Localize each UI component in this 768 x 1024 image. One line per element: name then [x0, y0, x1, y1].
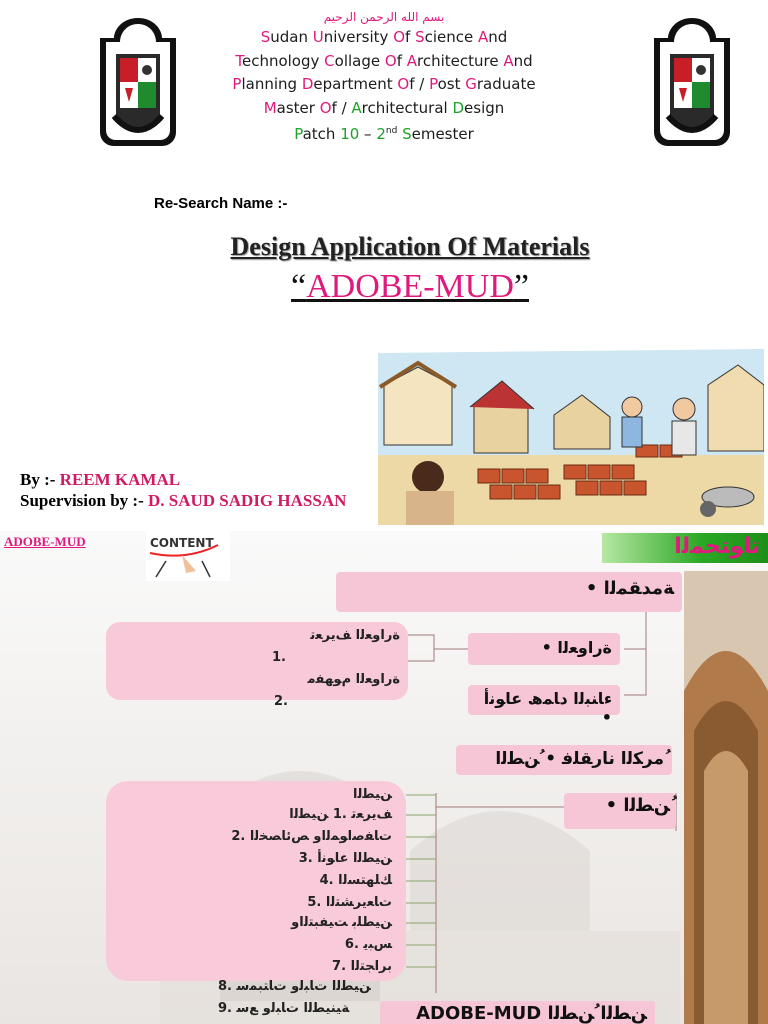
header-text: M [263, 98, 277, 117]
header-text: 2 [376, 125, 386, 143]
header-text: A [503, 51, 514, 70]
header-text: D [301, 75, 314, 93]
header-text: S [415, 28, 425, 46]
open-quote: “ [291, 268, 307, 305]
toc-item-adobe-mud-label: ADOBE-MUD ﻦﻄﻟا ُﻦﻄﻟا [416, 1003, 647, 1024]
header-text: rchitectural [361, 98, 453, 117]
header-text: P [429, 75, 438, 93]
header-text: C [324, 51, 335, 70]
header-text: atch [302, 125, 341, 143]
university-logo-left [92, 14, 184, 154]
toc-item-components[interactable] [456, 745, 672, 775]
header-line [200, 73, 568, 97]
header-text: udan [270, 28, 313, 46]
header-text: f / [409, 75, 430, 93]
bismillah-text: بسم الله الرحمن الرحيم [323, 10, 445, 24]
mud-sub-item: 7. براﺠﺘﻟا [332, 959, 392, 974]
toc-item-mud-label: ُﻦﻄﻟا • [605, 795, 670, 816]
header-text: nd [385, 126, 398, 136]
svg-text:CONTENT: CONTENT [150, 536, 214, 550]
mud-sub-item: ﻒﯾﺮﻌﺗ .1 ﻦﯿﻄﻟا [289, 807, 392, 822]
header-text: niversity [323, 28, 394, 46]
mud-sub-item: 8. ﻦﯿﻄﻟا تﺎﺒﻟو تﺎﺘﺒﻤﺳ [218, 979, 371, 994]
contents-slide [0, 531, 768, 1024]
header-line [200, 120, 568, 147]
mud-sub-item: ﻦﯿﻄﻟا [352, 787, 392, 802]
supervisor-line [20, 491, 346, 511]
toc-item-mud[interactable] [564, 793, 676, 829]
supervisor-label: Supervision by :- [20, 491, 148, 510]
mud-sub-item: 9. ﺔﯿﻨﯿﻄﻟا تﺎﺒﻟو ﻊﺳ [218, 1001, 350, 1016]
header-text: S [402, 125, 412, 143]
header-text: f [396, 51, 407, 70]
toc-item-building-types-label: ءﺎﻨﺒﻟا دﺎﻤھ عاﻮﻧأ • [483, 689, 612, 727]
header-text: ollage [334, 51, 385, 70]
supervisor-name: D. SAUD SADIG HASSAN [148, 491, 347, 510]
header-text: O [384, 51, 397, 70]
history-sub-item: ةراوﻌﻟا ﻒﯾﺮﻌﺗ [310, 628, 400, 643]
header-lines [200, 26, 568, 147]
header-text: A [406, 51, 418, 70]
header-text: O [393, 28, 405, 46]
subtitle-text: ADOBE-MUD [306, 268, 514, 305]
toc-item-introduction-label: ﺔﻣﺪﻘﻤﻟا • [585, 578, 674, 599]
header-text: aster [276, 98, 320, 117]
header-line [200, 50, 568, 74]
header-line [200, 97, 568, 121]
toc-item-components-label: ُمرﻜﻟا نارﻘﻠﻓ • ُﻦﻄﻟا [495, 749, 664, 769]
author-label: By :- [20, 470, 60, 489]
mud-sub-item: 3. ﻦﯿﻄﻟا عاﻮﻧأ [298, 851, 392, 866]
header-text: f / [331, 98, 352, 117]
toc-item-introduction[interactable] [336, 572, 682, 612]
university-header [200, 8, 568, 147]
adobe-builders-illustration [378, 345, 764, 525]
header-text: ost [437, 75, 466, 93]
mud-sub-item: 6. ﺲﺒﯾ [344, 937, 392, 952]
header-text: nd [488, 28, 508, 46]
header-text: P [232, 75, 242, 93]
research-subtitle [0, 268, 768, 306]
header-text: raduate [476, 75, 536, 93]
header-text: epartment [313, 75, 398, 93]
history-sub-number: 1. [272, 650, 286, 665]
header-text: 10 [340, 125, 360, 143]
header-text: emester [411, 125, 474, 143]
author-line [20, 470, 180, 490]
header-text: nd [513, 51, 533, 70]
mud-sub-item: 2. تﺎﻔﺻاﻮﻤﻟاو ﺺﺋﺎﺼﺨﻟا [231, 829, 392, 844]
header-text: esign [464, 98, 505, 117]
header-text: echnology [241, 51, 325, 70]
header-text: A [478, 28, 489, 46]
header-text: rchitecture [417, 51, 504, 70]
header-text: D [452, 98, 465, 117]
header-text: O [397, 75, 410, 93]
mud-sub-item: ﻦﯿﻄﻠﺑ ﺖﯿﻔﺒﺘﻟاو [291, 915, 392, 930]
header-text: cience [424, 28, 478, 46]
toc-item-adobe-mud[interactable] [380, 1001, 655, 1024]
history-sub-number: 2. [274, 694, 288, 709]
history-sublist-box [106, 622, 408, 709]
adobe-mud-tag: ADOBE-MUD [4, 534, 86, 549]
university-logo-right [646, 14, 738, 154]
toc-item-history[interactable] [468, 633, 620, 665]
mud-sub-item: 4. ﻚﻠﮭﺘﺴﻟا [319, 873, 392, 888]
history-sub-item: ةراوﻌﻟا مﻮﮭﻔﻣ [307, 672, 400, 687]
close-quote: ” [513, 268, 529, 305]
author-name: REEM KAMAL [59, 470, 181, 489]
header-text: T [235, 51, 242, 70]
header-text: U [312, 28, 324, 46]
header-text: O [319, 98, 332, 117]
toc-item-building-types[interactable] [468, 685, 620, 727]
toc-title: تاﻮﺘﺤﻤﻟا [674, 534, 760, 559]
mud-sub-item: 5. تﺎﻌﯾﺮﺸﺘﻟا [307, 895, 392, 910]
mud-sublist-box [106, 781, 406, 981]
header-text: f [405, 28, 416, 46]
header-text: lanning [241, 75, 302, 93]
header-text: G [465, 75, 477, 93]
research-label: Re-Search Name :- [154, 195, 288, 212]
header-text: S [260, 28, 271, 46]
research-title: Design Application Of Materials [230, 232, 590, 261]
header-line [200, 26, 568, 50]
header-text: – [359, 125, 377, 143]
header-text: P [294, 125, 303, 143]
header-text: A [351, 98, 362, 117]
toc-item-history-label: ةراوﻌﻟا • [541, 638, 612, 657]
